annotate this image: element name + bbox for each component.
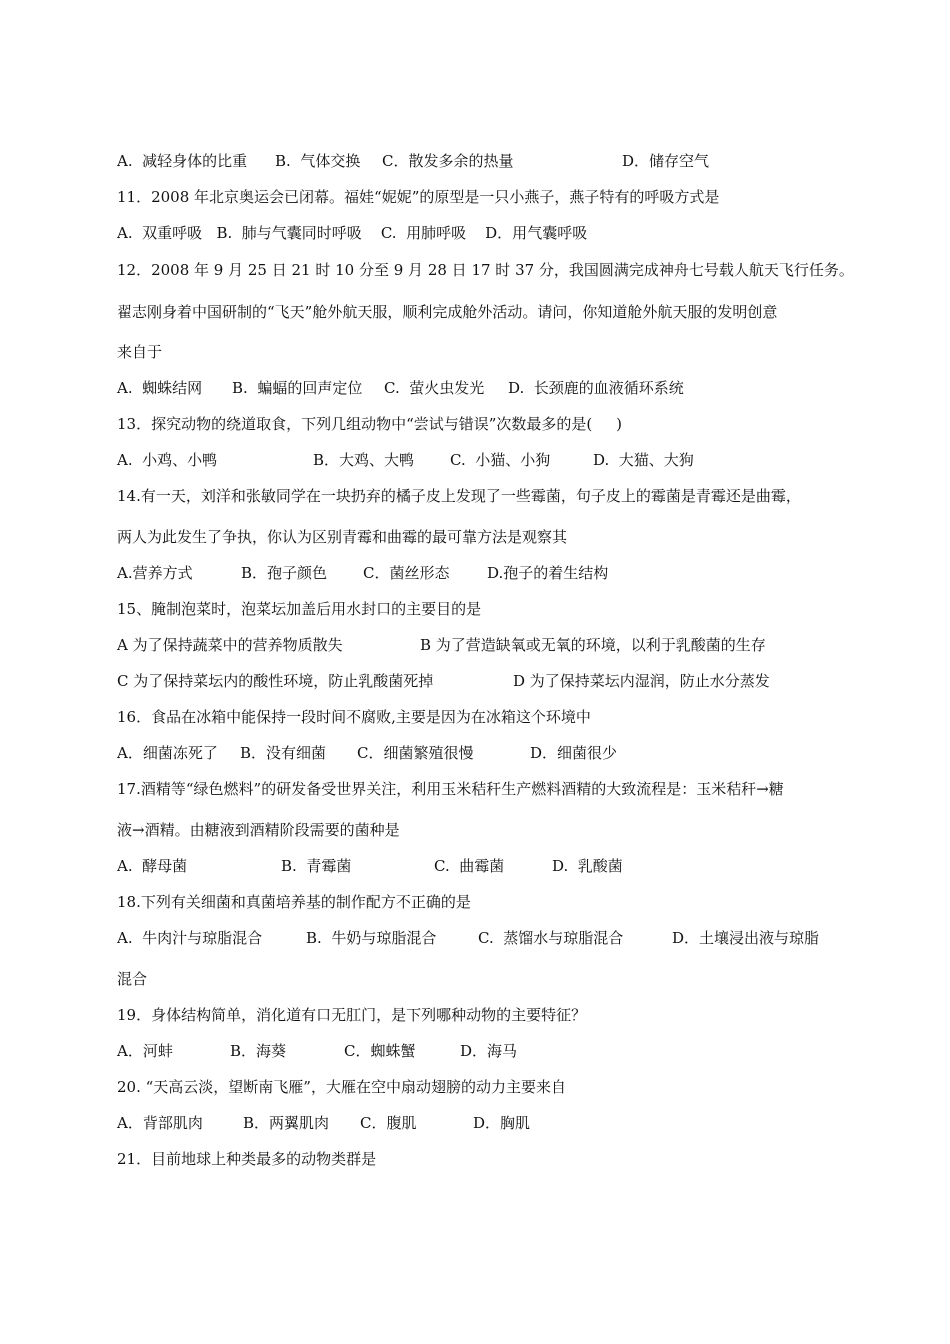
q14-option-b: B．孢子颜色 bbox=[241, 564, 328, 582]
q19-stem: 19．身体结构简单，消化道有口无肛门，是下列哪种动物的主要特征？ bbox=[117, 1006, 587, 1024]
q19-option-b: B．海葵 bbox=[230, 1042, 287, 1060]
q17-stem-line1: 17.酒精等“绿色燃料”的研发备受世界关注，利用玉米秸秆生产燃料酒精的大致流程是：玉米秸秆→糖 bbox=[117, 780, 784, 798]
q19-option-a: A．河蚌 bbox=[117, 1042, 173, 1060]
q18-stem: 18.下列有关细菌和真菌培养基的制作配方不正确的是 bbox=[117, 893, 471, 911]
q15-stem: 15、腌制泡菜时，泡菜坛加盖后用水封口的主要目的是 bbox=[117, 600, 482, 618]
q16-option-c: C．细菌繁殖很慢 bbox=[357, 744, 474, 762]
q12-option-b: B. 蝙蝠的回声定位 bbox=[232, 379, 363, 397]
q15-option-a: A 为了保持蔬菜中的营养物质散失 bbox=[117, 636, 343, 654]
q17-stem-line2: 液→酒精。由糖液到酒精阶段需要的菌种是 bbox=[117, 821, 400, 839]
q16-option-d: D．细菌很少 bbox=[530, 744, 618, 762]
q13-option-c: C. 小猫、小狗 bbox=[450, 451, 551, 469]
q10-option-a: A. 减轻身体的比重 bbox=[117, 152, 248, 170]
q12-option-d: D. 长颈鹿的血液循环系统 bbox=[508, 379, 684, 397]
q17-option-b: B. 青霉菌 bbox=[281, 857, 352, 875]
q21-stem: 21．目前地球上种类最多的动物类群是 bbox=[117, 1150, 377, 1168]
q13-option-a: A. 小鸡、小鸭 bbox=[117, 451, 218, 469]
q12-stem-line1: 12．2008 年 9 月 25 日 21 时 10 分至 9 月 28 日 17 时 37 分，我国圆满完成神舟七号载人航天飞行任务。 bbox=[117, 261, 854, 279]
q18-option-c: C. 蒸馏水与琼脂混合 bbox=[478, 929, 624, 947]
q13-option-d: D. 大猫、大狗 bbox=[593, 451, 694, 469]
q20-option-c: C．腹肌 bbox=[360, 1114, 417, 1132]
q17-option-c: C. 曲霉菌 bbox=[434, 857, 505, 875]
q14-stem-line2: 两人为此发生了争执，你认为区别青霉和曲霉的最可靠方法是观察其 bbox=[117, 528, 568, 546]
q15-option-b: B 为了营造缺氧或无氧的环境，以利于乳酸菌的生存 bbox=[420, 636, 766, 654]
q14-option-a: A.营养方式 bbox=[117, 564, 193, 582]
q20-stem: 20. “天高云淡，望断南飞雁”，大雁在空中扇动翅膀的动力主要来自 bbox=[117, 1078, 566, 1096]
q20-option-d: D．胸肌 bbox=[473, 1114, 531, 1132]
q17-option-a: A. 酵母菌 bbox=[117, 857, 188, 875]
q16-stem: 16．食品在冰箱中能保持一段时间不腐败,主要是因为在冰箱这个环境中 bbox=[117, 708, 591, 726]
q15-option-c: C 为了保持菜坛内的酸性环境，防止乳酸菌死掉 bbox=[117, 672, 434, 690]
q14-option-c: C．菌丝形态 bbox=[363, 564, 450, 582]
q18-option-d-wrap: 混合 bbox=[117, 970, 148, 988]
q10-option-c: C．散发多余的热量 bbox=[382, 152, 514, 170]
q10-option-d: D．储存空气 bbox=[622, 152, 710, 170]
q12-stem-line3: 来自于 bbox=[117, 343, 163, 361]
q13-option-b: B．大鸡、大鸭 bbox=[313, 451, 415, 469]
q16-option-b: B．没有细菌 bbox=[240, 744, 327, 762]
q14-stem-line1: 14.有一天，刘洋和张敏同学在一块扔弃的橘子皮上发现了一些霉菌，句子皮上的霉菌是青霉还是曲霉， bbox=[117, 487, 801, 505]
q12-option-a: A. 蜘蛛结网 bbox=[117, 379, 203, 397]
q19-option-c: C．蜘蛛蟹 bbox=[344, 1042, 416, 1060]
q14-option-d: D.孢子的着生结构 bbox=[487, 564, 609, 582]
q12-stem-line2: 翟志刚身着中国研制的“飞天”舱外航天服，顺利完成舱外活动。请问，你知道舱外航天服的发明创意 bbox=[117, 303, 778, 321]
q20-option-a: A．背部肌肉 bbox=[117, 1114, 203, 1132]
q18-option-b: B. 牛奶与琼脂混合 bbox=[306, 929, 437, 947]
q19-option-d: D．海马 bbox=[460, 1042, 518, 1060]
q16-option-a: A．细菌冻死了 bbox=[117, 744, 218, 762]
q12-option-c: C. 萤火虫发光 bbox=[384, 379, 485, 397]
q20-option-b: B．两翼肌肉 bbox=[243, 1114, 330, 1132]
q11-stem: 11．2008 年北京奥运会已闭幕。福娃“妮妮”的原型是一只小燕子，燕子特有的呼吸方式是 bbox=[117, 188, 720, 206]
q11-options: A. 双重呼吸 B. 肺与气囊同时呼吸 C. 用肺呼吸 D．用气囊呼吸 bbox=[117, 224, 588, 242]
q13-stem: 13．探究动物的绕道取食，下列几组动物中“尝试与错误”次数最多的是( ) bbox=[117, 415, 622, 433]
q10-option-b: B. 气体交换 bbox=[275, 152, 361, 170]
q17-option-d: D. 乳酸菌 bbox=[552, 857, 623, 875]
q18-option-d: D．土壤浸出液与琼脂 bbox=[672, 929, 820, 947]
q18-option-a: A. 牛肉汁与琼脂混合 bbox=[117, 929, 263, 947]
q15-option-d: D 为了保持菜坛内湿润，防止水分蒸发 bbox=[513, 672, 770, 690]
